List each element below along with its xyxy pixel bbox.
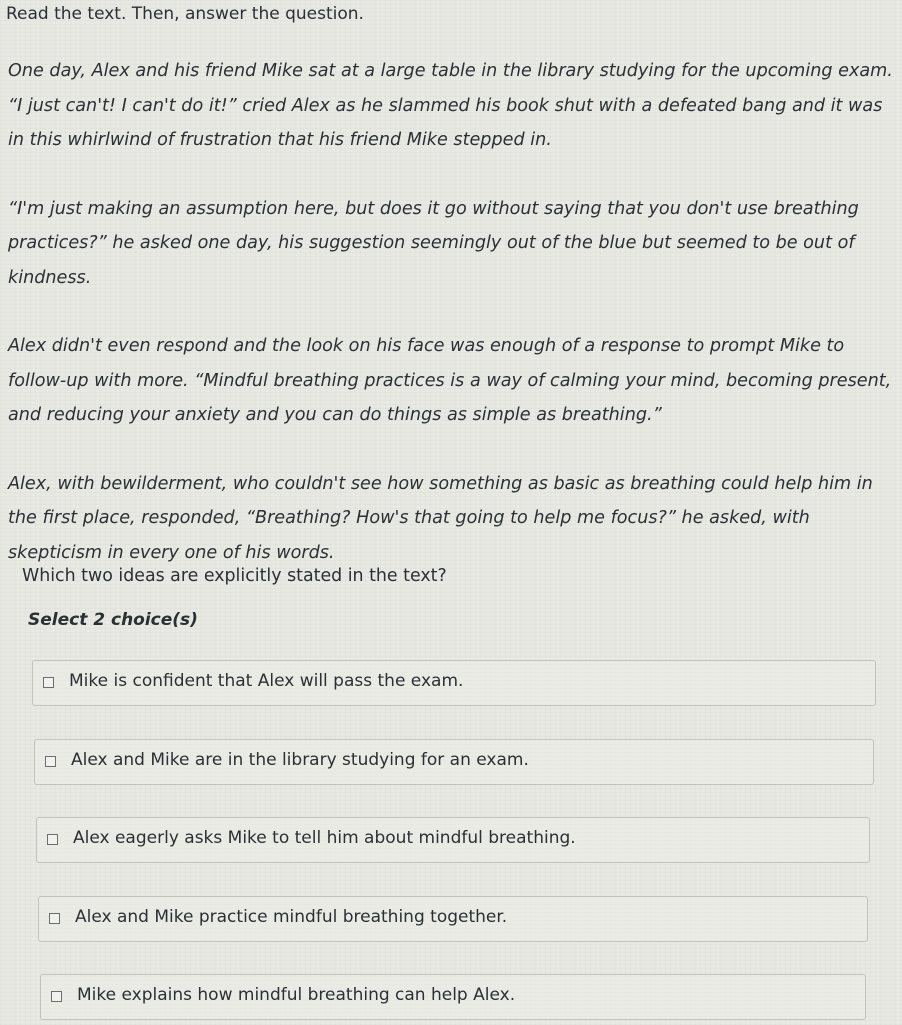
passage-paragraph: Alex didn't even respond and the look on his face was enough of a response to prompt Mike to follow-up with more. “Mindful breathing practices is a way of calming your mind, becoming present, and reducing your anxiety and you can do things as simple as breathing.” xyxy=(8,336,892,425)
choice-option-5[interactable] xyxy=(40,974,866,1020)
reading-passage xyxy=(8,54,893,570)
choice-option-1[interactable] xyxy=(32,660,876,706)
passage-paragraph: Alex, with bewilderment, who couldn't see how something as basic as breathing could help him in the first place, responded, “Breathing? How's that going to help me focus?” he asked, with skepticism in every one of his words. xyxy=(8,473,873,563)
passage-paragraph: One day, Alex and his friend Mike sat at a large table in the library studying for the upcoming exam. “I just can't! I can't do it!” cried Alex as he slammed his book shut with a defeated bang and it was in this whirlwind of frustration that his friend Mike stepped in. xyxy=(8,61,893,150)
checkbox-icon[interactable] xyxy=(43,677,54,688)
question-prompt: Which two ideas are explicitly stated in the text? xyxy=(22,566,447,586)
checkbox-icon[interactable] xyxy=(45,756,56,767)
checkbox-icon[interactable] xyxy=(49,913,60,924)
choice-label: Mike is confident that Alex will pass the exam. xyxy=(69,671,464,691)
choice-label: Alex eagerly asks Mike to tell him about mindful breathing. xyxy=(73,828,576,848)
passage-paragraph: “I'm just making an assumption here, but does it go without saying that you don't use breathing practices?” he asked one day, his suggestion seemingly out of the blue but seemed to be out of kindness. xyxy=(8,198,859,288)
choice-label: Alex and Mike are in the library studying for an exam. xyxy=(71,750,529,770)
checkbox-icon[interactable] xyxy=(47,834,58,845)
choice-label: Alex and Mike practice mindful breathing together. xyxy=(75,907,508,927)
choice-label: Mike explains how mindful breathing can help Alex. xyxy=(77,985,516,1005)
choice-option-2[interactable] xyxy=(34,739,874,785)
choice-option-4[interactable] xyxy=(38,896,868,942)
instruction-text: Read the text. Then, answer the question. xyxy=(6,4,364,24)
select-count-label: Select 2 choice(s) xyxy=(28,610,198,630)
choice-option-3[interactable] xyxy=(36,817,870,863)
checkbox-icon[interactable] xyxy=(51,991,62,1002)
